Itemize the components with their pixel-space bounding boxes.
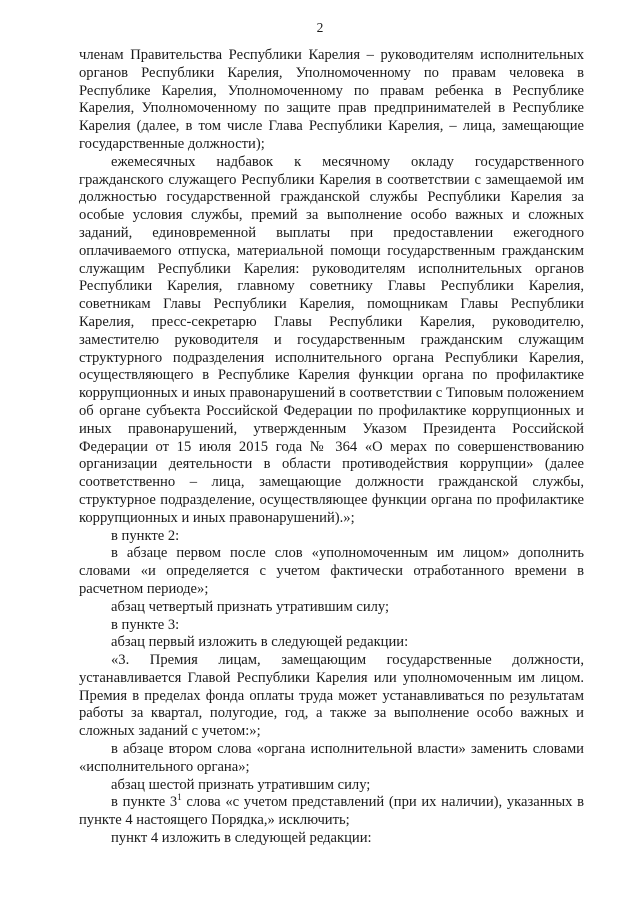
paragraph-1: членам Правительства Республики Карелия – руководителям исполнительных органов Республики Карелия, Уполномоченному по правам человека в Республике Карелия, Уполномоченному по правам ребенка в Республике Карелия, Уполномоченному по защите прав предпринимателей в Республике Карелия (далее, в том числе Глава Республики Карелия, – лица, замещающие государственные должности); xyxy=(79,47,584,152)
paragraph-7: абзац первый изложить в следующей редакции: xyxy=(111,634,409,651)
paragraph-10: абзац шестой признать утратившим силу; xyxy=(111,776,371,793)
paragraph-2: ежемесячных надбавок к месячному окладу государственного гражданского служащего Республики Карелия в соответствии с замещаемой им должностью государственной гражданской службы Республики Карелия за особые условия службы, премий за выполнение особо важных и сложных заданий, единовременной выплаты при предоставлении ежегодного оплачиваемого отпуска, материальной помощи государственным гражданским служащим Республики Карелия: руководителям исполнительных органов Республики Карелия, главному советнику Главы Республики Карелия, советникам Главы Республики Карелия, помощникам Главы Республики Карелия, пресс-секретарю Главы Республики Карелия, руководителю, заместителю руководителя и государственным гражданским служащим структурного подразделения исполнительного органа Республики Карелия, осуществляющего в Республике Карелия функции органа по профилактике коррупционных и иных правонарушений в соответствии с Типовым положением об органе субъекта Российской Федерации по профилактике коррупционных и иных правонарушений, утвержденным Указом Президента Российской Федерации от 15 июля 2015 года № 364 «О мерах по совершенствованию организации деятельности в области противодействия коррупции» (далее соответственно – лица, замещающие должности гражданской службы, структурное подразделение, осуществляющее функции органа по профилактике коррупционных и иных правонарушений).»; xyxy=(79,153,584,526)
superscript-index: 1 xyxy=(177,792,182,803)
paragraph-11-before: в пункте 3 xyxy=(111,794,178,811)
paragraph-11-after: слова «с учетом представлений (при их наличии), указанных в пункте 4 настоящего Порядка,» исключить; xyxy=(79,794,584,829)
document-body xyxy=(79,47,584,848)
paragraph-12: пункт 4 изложить в следующей редакции: xyxy=(111,830,372,847)
paragraph-11 xyxy=(79,794,584,830)
paragraph-9: в абзаце втором слова «органа исполнительной власти» заменить словами «исполнительного органа»; xyxy=(79,741,584,775)
paragraph-4: в абзаце первом после слов «уполномоченным им лицом» дополнить словами «и определяется с учетом фактически отработанного времени в расчетном периоде»; xyxy=(79,545,584,597)
paragraph-8: «3. Премия лицам, замещающим государственные должности, устанавливается Главой Республики Карелия или уполномоченным им лицом. Премия в пределах фонда оплаты труда может устанавливаться по результатам работы за квартал, полугодие, год, а также за выполнение особо важных и сложных заданий с учетом:»; xyxy=(79,652,584,740)
paragraph-5: абзац четвертый признать утратившим силу; xyxy=(111,598,390,615)
page-number: 2 xyxy=(316,20,324,35)
paragraph-3: в пункте 2: xyxy=(111,527,180,544)
paragraph-6: в пункте 3: xyxy=(111,616,180,633)
